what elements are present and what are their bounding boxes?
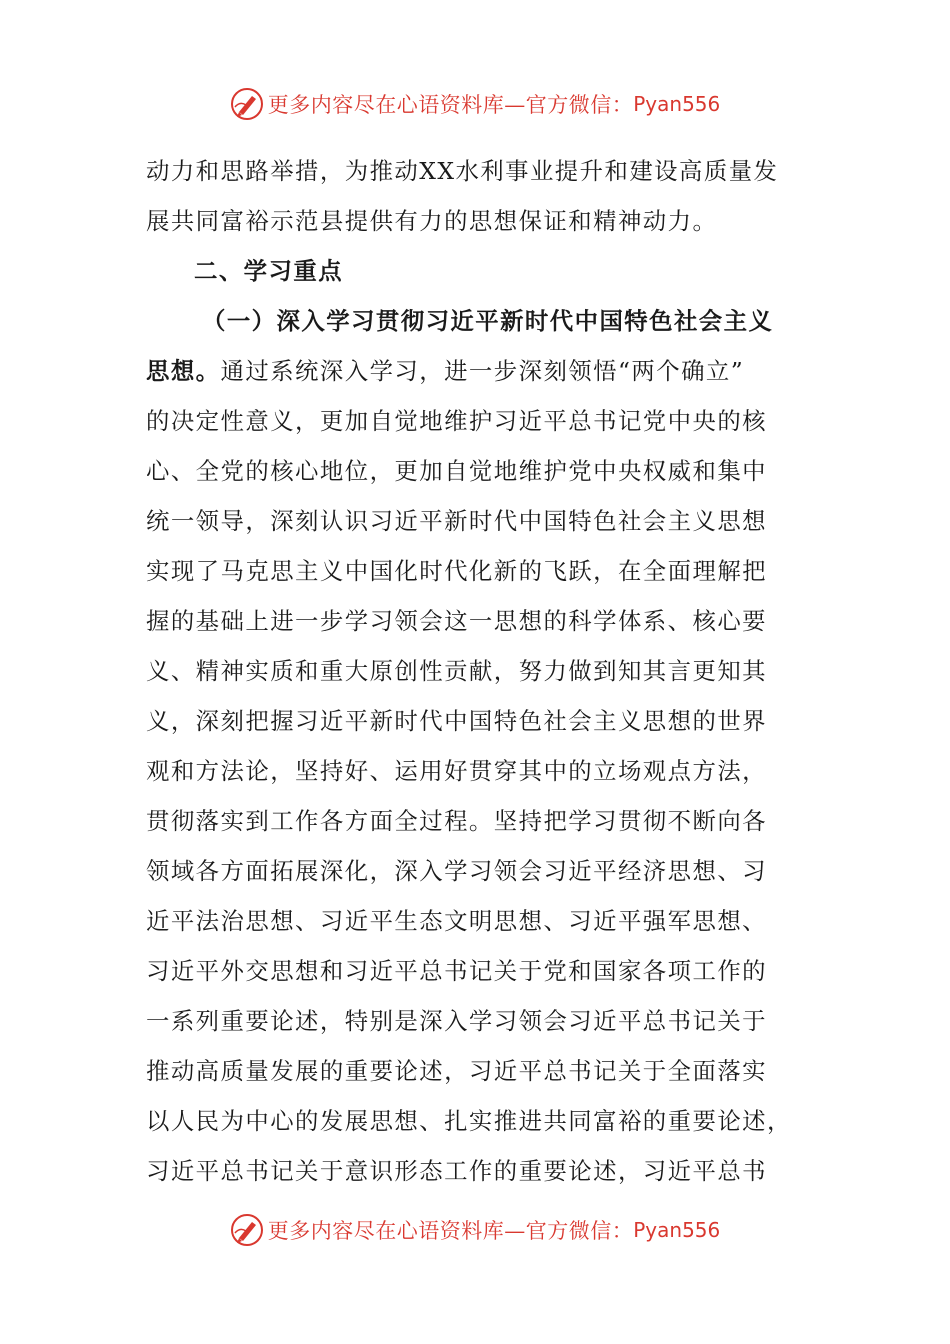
pen-logo-icon <box>230 1213 264 1247</box>
text-line: 统一领导，深刻认识习近平新时代中国特色社会主义思想 <box>146 507 768 535</box>
header-watermark <box>0 84 950 124</box>
text-line: 实现了马克思主义中国化时代化新的飞跃，在全面理解把 <box>146 557 768 585</box>
text-line: 义，深刻把握习近平新时代中国特色社会主义思想的世界 <box>146 707 768 735</box>
text-line: 习近平总书记关于意识形态工作的重要论述，习近平总书 <box>146 1157 768 1185</box>
wechat-id: Pyan556 <box>633 92 721 116</box>
text-line: 义、精神实质和重大原创性贡献，努力做到知其言更知其 <box>146 657 768 685</box>
text-line: 贯彻落实到工作各方面全过程。坚持把学习贯彻不断向各 <box>146 807 768 835</box>
text-line: 一系列重要论述，特别是深入学习领会习近平总书记关于 <box>146 1007 768 1035</box>
subsection-heading-end: 思想。 <box>146 357 221 385</box>
document-body <box>146 146 796 1196</box>
footer-watermark <box>0 1210 950 1250</box>
text-line: 习近平外交思想和习近平总书记关于党和国家各项工作的 <box>146 957 768 985</box>
text-line: 展共同富裕示范县提供有力的思想保证和精神动力。 <box>146 207 718 235</box>
text-line: 以人民为中心的发展思想、扎实推进共同富裕的重要论述， <box>146 1107 792 1135</box>
watermark-text: 更多内容尽在心语资料库—官方微信： <box>267 1219 634 1243</box>
text-fragment: 通过系统深入学习，进一步深刻领悟“两个确立” <box>220 357 745 385</box>
text-line: 近平法治思想、习近平生态文明思想、习近平强军思想、 <box>146 907 768 935</box>
text-line: 观和方法论，坚持好、运用好贯穿其中的立场观点方法， <box>146 757 768 785</box>
text-line: 推动高质量发展的重要论述，习近平总书记关于全面落实 <box>146 1057 768 1085</box>
text-line: 动力和思路举措，为推动XX水利事业提升和建设高质量发 <box>146 157 779 185</box>
text-line <box>146 346 796 396</box>
text-line: 领域各方面拓展深化，深入学习领会习近平经济思想、习 <box>146 857 768 885</box>
text-line: 的决定性意义，更加自觉地维护习近平总书记党中央的核 <box>146 407 768 435</box>
text-line: 心、全党的核心地位，更加自觉地维护党中央权威和集中 <box>146 457 768 485</box>
section-heading: 二、学习重点 <box>194 257 344 285</box>
wechat-id: Pyan556 <box>633 1218 721 1242</box>
text-line: 握的基础上进一步学习领会这一思想的科学体系、核心要 <box>146 607 768 635</box>
pen-logo-icon <box>230 87 264 121</box>
subsection-heading: （一）深入学习贯彻习近平新时代中国特色社会主义 <box>202 307 774 335</box>
watermark-text: 更多内容尽在心语资料库—官方微信： <box>267 93 634 117</box>
